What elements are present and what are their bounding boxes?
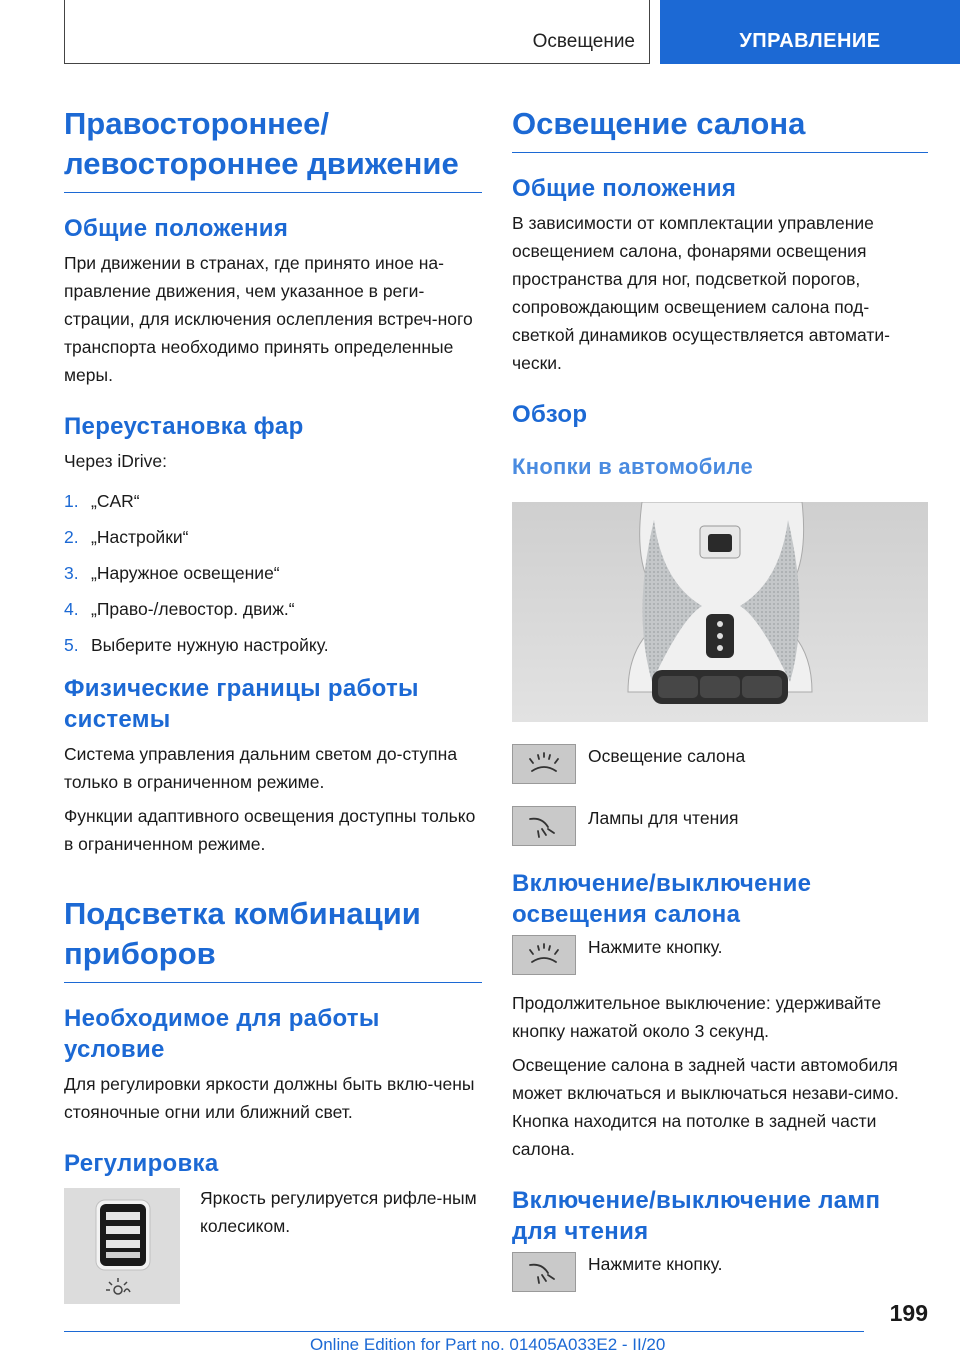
heading-traffic-side: Правостороннее/ левостороннее движение bbox=[64, 104, 482, 193]
header-section-title: Освещение bbox=[532, 31, 635, 52]
press-button-text: Нажмите кнопку. bbox=[588, 937, 723, 957]
thumbwheel-image bbox=[64, 1188, 180, 1304]
page-number: 199 bbox=[889, 1300, 928, 1326]
heading-headlight-adjust: Переустановка фар bbox=[64, 413, 304, 440]
heading-toggle-interior: Включение/выключение освещения салона bbox=[512, 870, 812, 928]
heading-interior-lighting: Освещение салона bbox=[512, 104, 928, 153]
header-chapter-box bbox=[660, 0, 960, 64]
toggle-interior-row bbox=[512, 935, 928, 975]
list-item: 4. „Право-/левостор. движ.“ bbox=[64, 599, 295, 619]
general-text: При движении в странах, где принято иное на-правление движения, чем указанное в реги-страции, для исключения ослепления встреч-ного транспорта необходимо принять определенные меры. bbox=[64, 253, 473, 385]
idrive-intro: Через iDrive: bbox=[64, 451, 167, 471]
heading-system-limits: Физические границы работы системы bbox=[64, 675, 419, 733]
limits-text-2: Функции адаптивного освещения доступны только в ограниченном режиме. bbox=[64, 806, 476, 854]
requirement-text: Для регулировки яркости должны быть вклю-чены стояночные огни или ближний свет. bbox=[64, 1074, 475, 1122]
adjustment-text: Яркость регулируется рифле-ным колесиком. bbox=[200, 1188, 477, 1236]
interior-light-icon bbox=[512, 744, 576, 784]
footer-edition: Online Edition for Part no. 01405A033E2 - II/20 bbox=[310, 1335, 666, 1354]
interior-light-icon bbox=[512, 935, 576, 975]
heading-buttons-in-car: Кнопки в автомобиле bbox=[512, 454, 753, 479]
rear-light-text: Освещение салона в задней части автомобиля может включаться и выключаться незави-симо. Кнопка находится на потолке в задней части салона. bbox=[512, 1055, 899, 1159]
press-button-text: Нажмите кнопку. bbox=[588, 1254, 723, 1274]
heading-general-right: Общие положения bbox=[512, 175, 737, 202]
header-chapter-title: УПРАВЛЕНИЕ bbox=[739, 30, 881, 52]
toggle-reading-row bbox=[512, 1252, 928, 1292]
interior-general-text: В зависимости от комплектации управление освещением салона, фонарями освещения пространства для ног, подсветкой порогов, сопровождающим освещением салона под-светкой динамиков осуществляется автомати-чески. bbox=[512, 213, 890, 373]
list-item: 3. „Наружное освещение“ bbox=[64, 563, 280, 583]
adjustment-row bbox=[64, 1184, 482, 1304]
interior-light-row bbox=[512, 744, 928, 784]
right-column bbox=[512, 104, 928, 1314]
heading-general: Общие положения bbox=[64, 215, 289, 242]
steps-list bbox=[64, 487, 482, 659]
heading-requirement: Необходимое для работы условие bbox=[64, 1005, 380, 1063]
reading-lamp-row bbox=[512, 806, 928, 846]
heading-instrument-lighting: Подсветка комбинации приборов bbox=[64, 894, 482, 983]
header-section-box bbox=[64, 0, 650, 64]
heading-toggle-reading: Включение/выключение ламп для чтения bbox=[512, 1187, 881, 1245]
limits-text-1: Система управления дальним светом до-ступна только в ограниченном режиме. bbox=[64, 744, 458, 792]
reading-lamp-label: Лампы для чтения bbox=[588, 808, 739, 828]
reading-lamp-icon bbox=[512, 1252, 576, 1292]
footer-divider bbox=[64, 1331, 864, 1332]
heading-overview: Обзор bbox=[512, 401, 588, 428]
roof-console-photo bbox=[512, 502, 928, 722]
list-item: 5. Выберите нужную настройку. bbox=[64, 635, 329, 655]
long-off-text: Продолжительное выключение: удерживайте кнопку нажатой около 3 секунд. bbox=[512, 993, 882, 1041]
interior-light-label: Освещение салона bbox=[588, 746, 746, 766]
left-column bbox=[64, 104, 482, 1304]
list-item: 1. „CAR“ bbox=[64, 491, 140, 511]
list-item: 2. „Настройки“ bbox=[64, 527, 189, 547]
heading-adjustment: Регулировка bbox=[64, 1150, 219, 1177]
reading-lamp-icon bbox=[512, 806, 576, 846]
